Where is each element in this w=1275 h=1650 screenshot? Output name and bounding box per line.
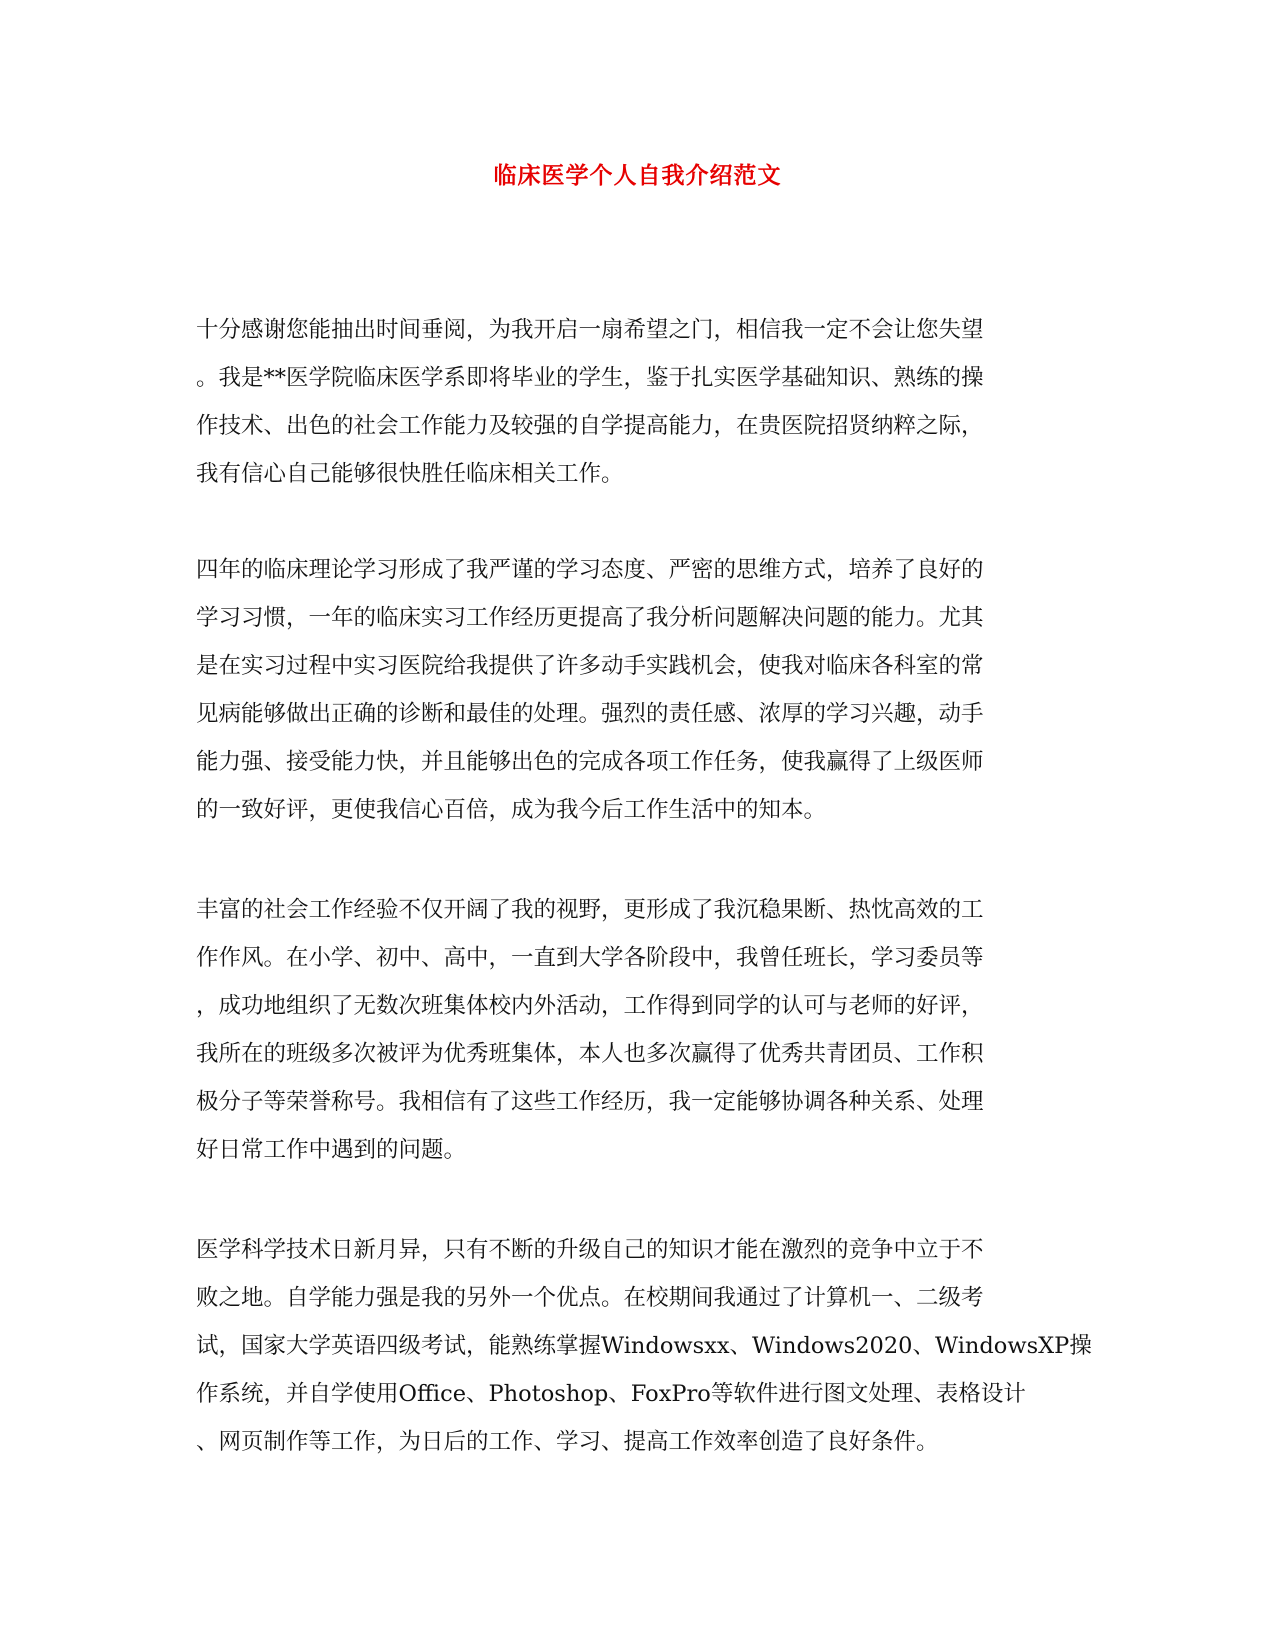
- paragraph-3: [196, 886, 1078, 1174]
- paragraph-line: 是在实习过程中实习医院给我提供了许多动手实践机会，使我对临床各科室的常: [196, 653, 984, 679]
- paragraph-line: 学习习惯，一年的临床实习工作经历更提高了我分析问题解决问题的能力。尤其: [196, 605, 984, 631]
- paragraph-line: 极分子等荣誉称号。我相信有了这些工作经历，我一定能够协调各种关系、处理: [196, 1089, 984, 1115]
- paragraph-line: 丰富的社会工作经验不仅开阔了我的视野，更形成了我沉稳果断、热忱高效的工: [196, 897, 984, 923]
- paragraph-line: 作技术、出色的社会工作能力及较强的自学提高能力，在贵医院招贤纳粹之际，: [196, 413, 984, 439]
- paragraph-line: 作系统，并自学使用Office、Photoshop、FoxPro等软件进行图文处理、表格设计: [196, 1381, 1026, 1407]
- paragraph-line: 、网页制作等工作，为日后的工作、学习、提高工作效率创造了良好条件。: [196, 1429, 939, 1455]
- paragraph-line: 我所在的班级多次被评为优秀班集体，本人也多次赢得了优秀共青团员、工作积: [196, 1041, 984, 1067]
- paragraph-line: 好日常工作中遇到的问题。: [196, 1137, 467, 1163]
- paragraph-line: 试，国家大学英语四级考试，能熟练掌握Windowsxx、Windows2020、WindowsXP操: [196, 1333, 1092, 1359]
- paragraph-1: [196, 306, 1078, 498]
- paragraph-line: ，成功地组织了无数次班集体校内外活动，工作得到同学的认可与老师的好评，: [196, 993, 984, 1019]
- paragraph-line: 见病能够做出正确的诊断和最佳的处理。强烈的责任感、浓厚的学习兴趣，动手: [196, 701, 984, 727]
- paragraph-line: 作作风。在小学、初中、高中，一直到大学各阶段中，我曾任班长，学习委员等: [196, 945, 984, 971]
- paragraph-line: 。我是**医学院临床医学系即将毕业的学生，鉴于扎实医学基础知识、熟练的操: [196, 365, 984, 391]
- paragraph-2: [196, 546, 1078, 834]
- paragraph-4: [196, 1226, 1092, 1466]
- paragraph-line: 的一致好评，更使我信心百倍，成为我今后工作生活中的知本。: [196, 797, 827, 823]
- paragraph-line: 败之地。自学能力强是我的另外一个优点。在校期间我通过了计算机一、二级考: [196, 1285, 984, 1311]
- paragraph-line: 十分感谢您能抽出时间垂阅，为我开启一扇希望之门，相信我一定不会让您失望: [196, 317, 984, 343]
- paragraph-line: 四年的临床理论学习形成了我严谨的学习态度、严密的思维方式，培养了良好的: [196, 557, 984, 583]
- paragraph-line: 医学科学技术日新月异，只有不断的升级自己的知识才能在激烈的竞争中立于不: [196, 1237, 984, 1263]
- paragraph-line: 我有信心自己能够很快胜任临床相关工作。: [196, 461, 624, 487]
- document-title: 临床医学个人自我介绍范文: [493, 162, 782, 189]
- paragraph-line: 能力强、接受能力快，并且能够出色的完成各项工作任务，使我赢得了上级医师: [196, 749, 984, 775]
